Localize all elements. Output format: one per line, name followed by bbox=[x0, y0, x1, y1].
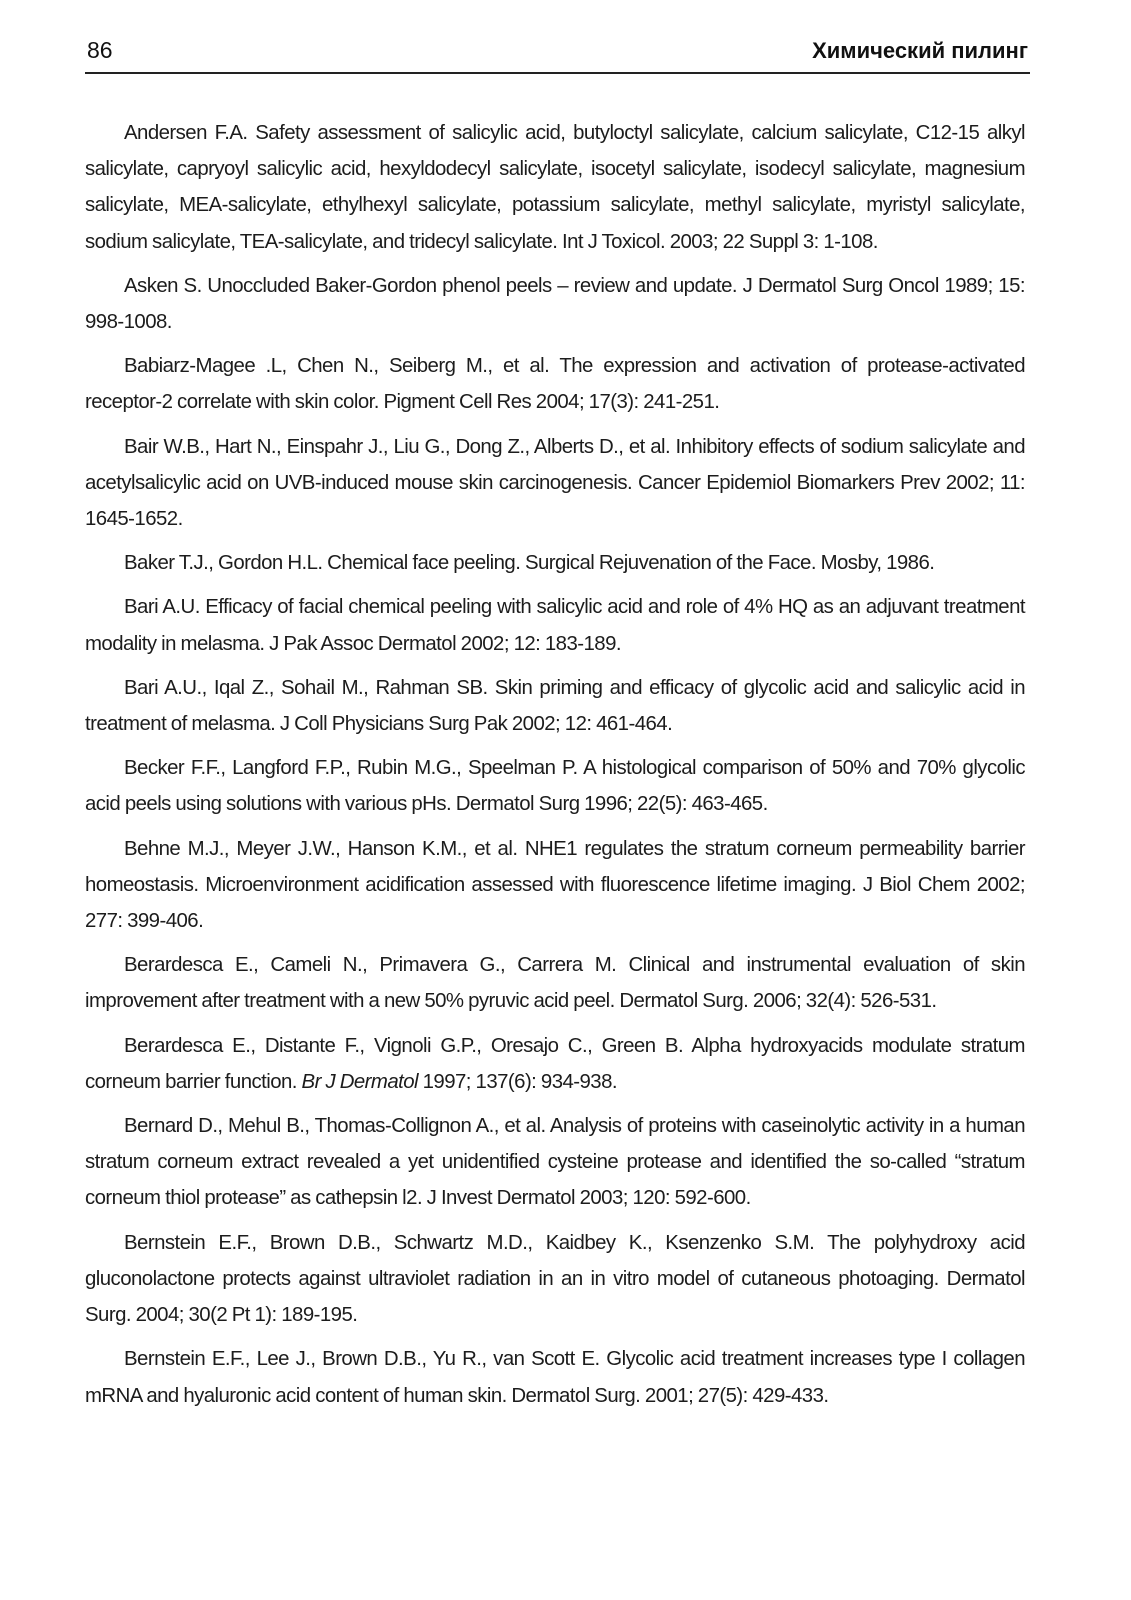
reference-entry: Baker T.J., Gordon H.L. Chemical face peeling. Surgical Rejuvenation of the Face. Mosby, 1986. bbox=[124, 552, 935, 575]
running-title: Химический пилинг bbox=[812, 38, 1028, 63]
reference-text: 1997; 137(6): 934-938. bbox=[418, 1070, 618, 1093]
reference-entry: Bari A.U., Iqal Z., Sohail M., Rahman SB. Skin priming and efficacy of glycolic acid and salicylic acid in treatment of melasma. J Coll Physicians Surg Pak 2002; 12: 461-464. bbox=[85, 676, 1025, 736]
reference-entry: Asken S. Unoccluded Baker-Gordon phenol peels – review and update. J Dermatol Surg Oncol 1989; 15: 998-1008. bbox=[85, 274, 1025, 334]
journal-title-italic: Br J Dermatol bbox=[301, 1070, 419, 1093]
page-number: 86 bbox=[87, 37, 113, 63]
reference-entry: Bernard D., Mehul B., Thomas-Collignon A., et al. Analysis of proteins with caseinolytic activity in a human stratum corneum extract revealed a yet unidentified cysteine protease and identified the so-called “stratum corneum thiol protease” as cathepsin l2. J Invest Dermatol 2003; 120: 592-600. bbox=[85, 1115, 1025, 1210]
reference-entry: Becker F.F., Langford F.P., Rubin M.G., Speelman P. A histological comparison of 50% and 70% glycolic acid peels using solutions with various pHs. Dermatol Surg 1996; 22(5): 463-465. bbox=[85, 757, 1025, 816]
reference-list bbox=[85, 115, 1025, 1422]
reference-entry bbox=[85, 1028, 1025, 1100]
page-header bbox=[85, 34, 1030, 66]
reference-entry: Bernstein E.F., Brown D.B., Schwartz M.D., Kaidbey K., Ksenzenko S.M. The polyhydroxy acid gluconolactone protects against ultraviolet radiation in an in vitro model of cutaneous photoaging. Dermatol Surg. 2004; 30(2 Pt 1): 189-195. bbox=[85, 1231, 1025, 1327]
reference-entry: Bernstein E.F., Lee J., Brown D.B., Yu R., van Scott E. Glycolic acid treatment increases type I collagen mRNA and hyaluronic acid content of human skin. Dermatol Surg. 2001; 27(5): 429-433. bbox=[85, 1348, 1025, 1407]
reference-entry: Bari A.U. Efficacy of facial chemical peeling with salicylic acid and role of 4% HQ as an adjuvant treatment modality in melasma. J Pak Assoc Dermatol 2002; 12: 183-189. bbox=[85, 596, 1025, 655]
reference-entry: Bair W.B., Hart N., Einspahr J., Liu G., Dong Z., Alberts D., et al. Inhibitory effects of sodium salicylate and acetylsalicylic acid on UVB-induced mouse skin carcinogenesis. Cancer Epidemiol Biomarkers Prev 2002; 11: 1645-1652. bbox=[85, 435, 1025, 531]
reference-entry: Behne M.J., Meyer J.W., Hanson K.M., et al. NHE1 regulates the stratum corneum permeability barrier homeostasis. Microenvironment acidification assessed with fluorescence lifetime imaging. J Biol Chem 2002; 277: 399-406. bbox=[85, 837, 1025, 933]
reference-text: Berardesca E., Distante F., Vignoli G.P., Oresajo C., Green B. Alpha hydroxyacids modulate stratum corneum barrier function. bbox=[85, 1034, 1025, 1093]
reference-entry: Babiarz-Magee .L, Chen N., Seiberg M., et al. The expression and activation of protease-activated receptor-2 correlate with skin color. Pigment Cell Res 2004; 17(3): 241-251. bbox=[85, 355, 1025, 414]
reference-entry: Berardesca E., Cameli N., Primavera G., Carrera M. Clinical and instrumental evaluation of skin improvement after treatment with a new 50% pyruvic acid peel. Dermatol Surg. 2006; 32(4): 526-531. bbox=[85, 954, 1025, 1013]
reference-entry: Andersen F.A. Safety assessment of salicylic acid, butyloctyl salicylate, calcium salicylate, C12-15 alkyl salicylate, capryoyl salicylic acid, hexyldodecyl salicylate, isocetyl salicylate, isodecyl salicylate, magnesium salicylate, MEA-salicylate, ethylhexyl salicylate, potassium salicylate, methyl salicylate, myristyl salicylate, sodium salicylate, TEA-salicylate, and tridecyl salicylate. Int J Toxicol. 2003; 22 Suppl 3: 1-108. bbox=[85, 122, 1025, 253]
header-rule bbox=[85, 72, 1030, 74]
